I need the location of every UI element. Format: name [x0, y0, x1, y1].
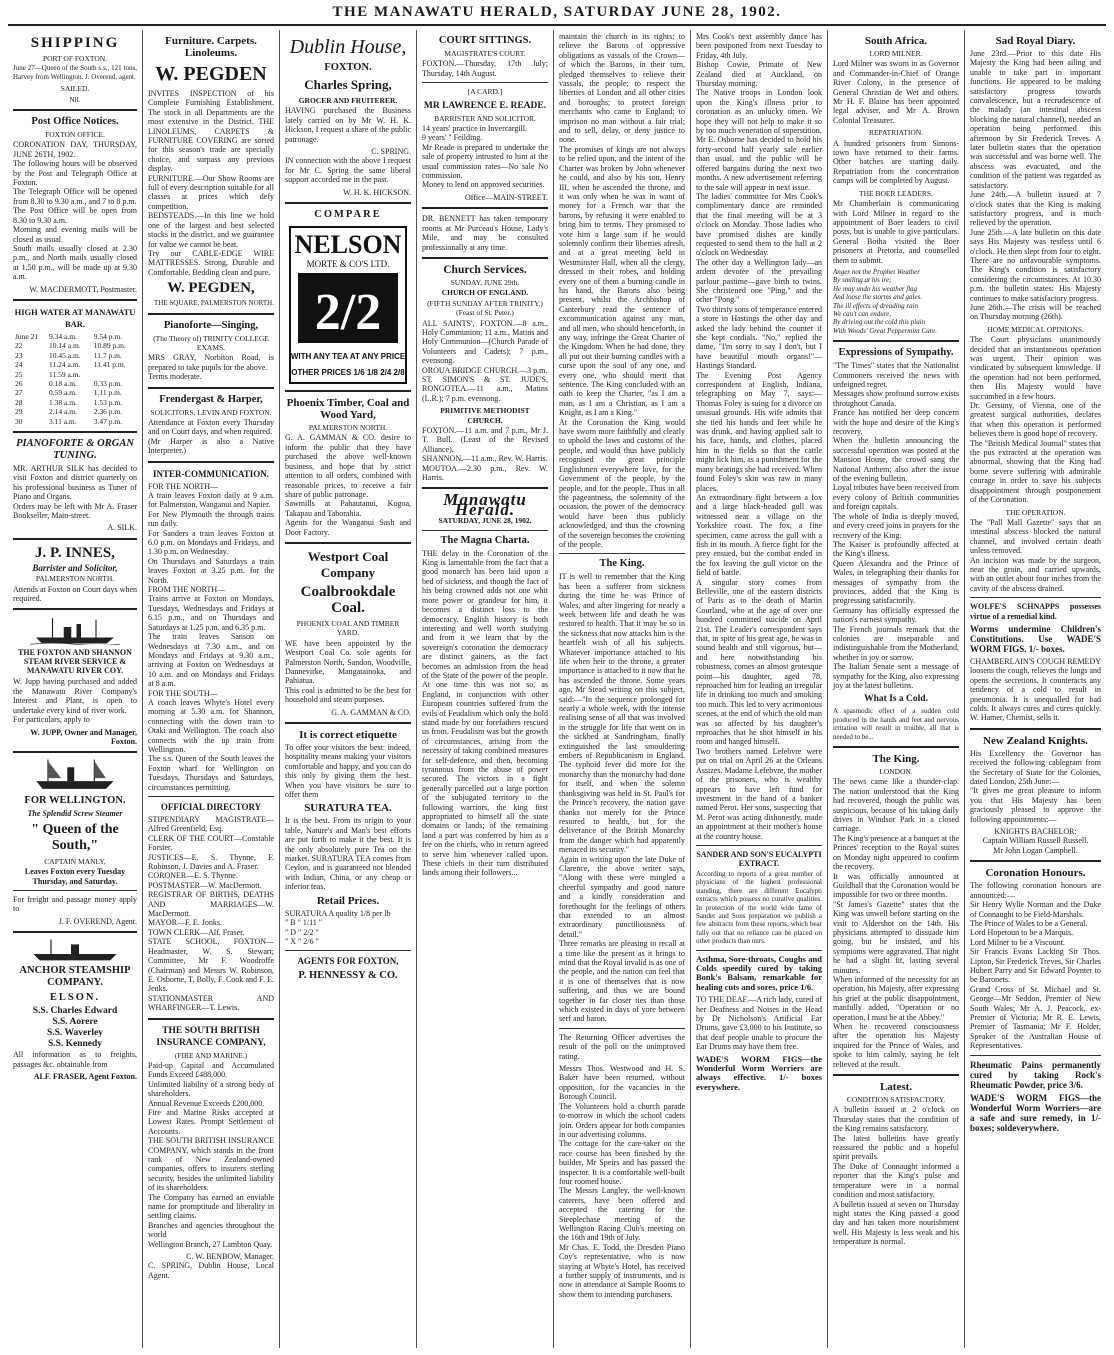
- king-editorial-heading: The King.: [599, 558, 645, 570]
- river-service-heading: THE FOXTON AND SHANNON STEAM RIVER SERVICE & MANAWATU RIVER COY.: [18, 648, 132, 676]
- sander-heading: SANDER AND SON'S EUCALYPTI EXTRACT.: [696, 849, 822, 868]
- wade-ad: WADE'S WORM FIGS—the Wonderful Worm Worriers are always effective. 1/- boxes everywhere.: [696, 1053, 822, 1092]
- court-heading: COURT SITTINGS.: [438, 35, 532, 46]
- steamer-name: " Queen of the South,": [31, 821, 119, 853]
- tide-cell: 3.11 a.m.: [49, 416, 77, 426]
- column-4: [417, 30, 554, 1348]
- divider: [833, 340, 959, 342]
- tide-row: [13, 417, 137, 426]
- church-heading: Church Services.: [443, 263, 527, 276]
- retail-heading: Retail Prices.: [316, 894, 380, 907]
- inter-comm-body: FOR THE NORTH— A train leaves Foxton daily at 9 a.m. for Palmerston, Wanganui and Napier. For New Plymouth the through trains run daily. For Sanders a train leaves Foxton at 6.0 p.m. on Mondays and Fridays, and 1.30 p.m. on Wednesday. On Thursdays and Saturdays a train leaves Foxton at 3.25 p.m. for the North. FROM THE NORTH— Trains arrive at Foxton on Mondays, Tuesdays, Wednesdays and Fridays at 6.15 p.m., and on Thursdays and Saturdays at 1.25 p.m. and 6.35 p.m. The train leaves Sanson on Wednesdays at 7.30 a.m., and on Mondays and Fridays at 9.30 a.m., arriving at Foxton on Wednesdays at 10 a.m. and on Mondays and Fridays at 8 a.m. FOR THE SOUTH— A coach leaves Whyte's Hotel every morning at 5.30 a.m. for Shannon, connecting with the down train to Otaki and Wellington. The coach also connects with the up train from Wellington. The s.s. Queen of the South leaves the Foxton wharf for Wellington on Tuesdays, Thursdays and Saturdays, circumstances permitting.: [148, 481, 274, 792]
- divider: [970, 728, 1101, 730]
- nelson-prices: OTHER PRICES 1/6 1/8 2/4 2/8: [291, 368, 405, 378]
- tide-row: [13, 360, 137, 369]
- dublin-house-sign: C. SPRING.: [371, 147, 411, 157]
- tide-cell: 10.89 p.m.: [93, 341, 126, 351]
- suratura-heading: SURATURA TEA.: [304, 802, 392, 815]
- returning-officer-note: The Returning Officer advertises the result of the poll on the unimproved rating.: [559, 1032, 685, 1061]
- westport-heading: Westport Coal Company: [307, 548, 389, 580]
- nz-knights-body: His Excellency the Governor has received the following cablegram from the Secretary of State for the Colonies, dated London, 25th June:— "It gives me great pleasure to inform you that His Majesty has been graciously pleased to approve the following appointments:—: [970, 748, 1101, 824]
- piano-tuning-heading: PIANOFORTE & ORGAN TUNING.: [16, 438, 134, 461]
- tide-cell: [92, 370, 137, 379]
- divider: [559, 553, 685, 554]
- royal-diary-heading: Sad Royal Diary.: [995, 35, 1076, 47]
- ship-name: S.S. Kennedy: [47, 1039, 103, 1050]
- latest-heading: Latest.: [879, 1081, 913, 1094]
- official-directory-body: STIPENDIARY MAGISTRATE—Alfred Greenfield, Esq. CLERK OF THE COURT—Constable Forster. JUSTICES—E. S. Thynne, F. Robinson, J. Davies and A. Fraser. CORONER—E. S. Thynne. POSTMASTER—W. MacDermott. REGISTRAR OF BIRTHS, DEATHS AND MARRIAGES—W. MacDermott. MAYOR—F. E. Jonks. TOWN CLERK—Alf. Fraser. STATE SCHOOL, FOXTON—Headmaster, W. S. Stewart; Committee, Mr F. Woodroffe (Chairman) and Messrs W. Robinson, E. Osborne, T. Bolly, F. Cook and F. E. Jenks. STATIONMASTER AND WHARFINGER—T. Lewis.: [148, 815, 274, 1013]
- hickson-body: IN connection with the above I request for Mr C. Spring the same liberal support accorded me in the past.: [285, 156, 411, 185]
- post-office-sign: W. MACDERMOTT, Postmaster.: [29, 284, 137, 294]
- magna-charta-heading: The Magna Charta.: [440, 534, 530, 546]
- tide-cell: June 21: [15, 331, 39, 341]
- methodist-heading: PRIMITIVE METHODIST CHURCH.: [440, 406, 530, 425]
- reade-office: Office—MAIN-STREET.: [464, 192, 548, 202]
- reade-body: 14 years' practice in Invercargill. 9 years' " Feilding. Mr Reade is prepared to undertake the sale of property intrusted to him at the usual commission rates—No sale No commission. Money to lend on approved securities.: [422, 124, 548, 190]
- anchor-sign: ALF. FRASER, Agent Foxton.: [33, 1071, 137, 1081]
- divider: [148, 461, 274, 463]
- divider: [559, 1028, 685, 1029]
- divider: [285, 542, 411, 544]
- repatriation-heading: REPATRIATION.: [868, 128, 924, 138]
- tide-cell: 11.41 p.m.: [93, 360, 126, 370]
- wade-worm-ad: WADE'S WORM FIGS—the Wonderful Worm Worriers—are a safe and sure remedy, in 1/- boxes; soldeverywhere.: [970, 1092, 1101, 1133]
- nelson-line: WITH ANY TEA AT ANY PRICE: [290, 352, 406, 362]
- pegden-name: W. PEGDEN: [155, 63, 267, 85]
- shipping-text: June 27—Queen of the South s.s., 121 tons, Harvey from Wellington. J. Overend, agent.: [13, 64, 137, 81]
- innes-sub: Barrister and Solicitor,: [32, 562, 118, 573]
- divider: [422, 257, 548, 259]
- tide-cell: 2.36 p.m.: [93, 407, 123, 417]
- hickson-sign: W. H. K. HICKSON.: [343, 187, 411, 197]
- tide-cell: 11.7 p.m.: [93, 350, 122, 360]
- tide-cell: 1.53 p.m.: [93, 397, 123, 407]
- newspaper-page: [8, 30, 1106, 1348]
- court-body: FOXTON.—Thursday, 17th July; Thursday, 14th August.: [422, 59, 548, 78]
- dublin-house-body: HAVING purchased the Business lately carried on by Mr W. H. K. Hickson, I request a share of the public patronage.: [285, 106, 411, 144]
- tide-cell: 1.11 p.m.: [93, 388, 122, 398]
- freight-sign: J. F. OVEREND, Agent.: [58, 916, 137, 926]
- column-8: [965, 30, 1106, 1348]
- knights-list: KNIGHTS BACHELOR: Captain William Russell Russell. Mr John Logan Campbell.: [982, 827, 1089, 855]
- cold-heading: What Is a Cold.: [864, 694, 928, 705]
- divider: [696, 950, 822, 951]
- divider: [13, 538, 137, 540]
- repatriation-body: A hundred prisoners from Simons-town have returned to their farms. Other batches are starting daily. Repatriation from the concentration camps will be completed by August.: [833, 138, 959, 186]
- medical-body: The Court physicians unanimously decided that an instantaneous operation was urgent. Their opinion was vindicated by subsequent knowledge. If the operation had not been performed, then His Majesty would have succumbed in a few hours. Dr. Gersuny, of Vienna, one of the greatest surgical authorities, declares that when this operation is performed believes there is good hope of recovery. The "British Medical Journal" states that the pus extracted at the operation was abnormal, showing that the King had borne severe suffering with admirable courage in order to save his subjects disappointment through postponement of the Coronation.: [970, 335, 1101, 505]
- royal-diary-body: June 23rd.—Prior to this date His Majesty the King had been ailing and unable to take part in important functions. He appeared to be making satisfactory progress towards convalescence, but a recrudescence of the malady (an intestinal abscess blocking the natural channel), needed an operation being performed this afternoon by Sir Frederick Treves. A later bulletin states that the operation was successful and was borne well. The abscess was evacuated, and the condition of the patient was regarded as satisfactory. June 24th.—A bulletin issued at 7 o'clock states that the King is making satisfactory progress, and is much relieved by the operation. June 25th.—A late bulletin on this date says His Majesty was restless until 6 o'clock. He then slept from four to eight. There are no unfavourable symptoms. The King's condition is satisfactory considering the circumstances. At 10.30 p.m. the bulletin states: His Majesty continues to make satisfactory progress. June 26th.—The crisis will be reached on Thursday morning (26th).: [970, 49, 1101, 322]
- sympathy-body: "The Times" states that the Nationalist Commoners received the news with unfeigned regret. Messages show profound sorrow exists throughout Canada. France has notified her deep concern with the hope and desire of the King's recovery. When the bulletin announcing the successful operation was posted at the Mansion House, the crowd sang the National Anthem; also after the issue of the evening bulletin. Loyal tributes have been received from every colony of British communities and foreign capitals. The whole of India is deeply moved, and every creed joins in prayers for the recovery of the King. The Kaiser is profoundly affected at the King's illness. Queen Alexandra and the Prince of Wales, in telegraphing their thanks for messages of sympathy from the provinces, added that the King is progressing satisfactorily. Germany has officially expressed the nation's earnest sympathy. The French journals remark that the colonies are inseparable and indistinguishable from the Motherland, whether in joy or sorrow. The Italian Senate sent a message of sympathy for the King, also expressing joy at the latest bulletins.: [833, 361, 959, 690]
- tide-row: [13, 332, 137, 341]
- retail-row: " B " 1/11 ": [285, 918, 323, 928]
- tide-cell: 23: [15, 350, 23, 360]
- church-date: SUNDAY, JUNE 29th.: [450, 277, 520, 287]
- anchor-heading: ANCHOR STEAMSHIP COMPANY.: [19, 965, 131, 989]
- pegden-address: THE SQUARE, PALMERSTON NORTH.: [154, 299, 274, 308]
- tide-cell: 2.14 a.m.: [49, 407, 77, 417]
- post-office-body: CORONATION DAY, THURSDAY, JUNE 26TH, 1902. The following hours will be observed by the Post and Telegraph Office at Foxton. The Telegraph Office will be opened from 8.30 to 9.30 a.m., and 7 to 8 p.m. The Post Office will be open from 8.30 to 9.30 a.m. Morning and evening mails will be closed as usual. South mails usually closed at 2.30 p.m., and North mails usually closed at 1.50 p.m., will be made up at 9.30 a.m.: [13, 140, 137, 282]
- divider: [285, 950, 411, 951]
- official-directory-heading: OFFICIAL DIRECTORY: [160, 802, 262, 812]
- milner-body: Lord Milner was sworn in as Governor and Commander-in-Chief of Orange River Colony, in the presence of General Christian de Wet and others. Mr H. F. Blaine has been appointed legal adviser, and Mr A. Brown Colonial Treasurer.: [833, 59, 959, 125]
- tide-cell: 0.59 a.m.: [49, 388, 77, 398]
- solicitors-heading: Frendergast & Harper,: [159, 393, 263, 405]
- phoenix-body: G. A. GAMMAN & CO. desire to inform the public that they have purchased the above well-known business, and hope that by strict attention to all orders, combined with reasonable prices, to receive a fair share of public patronage. Sawmills at Pahautanui, Kogoa, Takapau and Taborahia. Agents for the Wanganui Sash and Door Factory.: [285, 433, 411, 537]
- bennett-body: DR. BENNETT has taken temporary rooms at Mr Purceau's House, Lady's Mile, and may be consulted professionally at any time.: [422, 214, 548, 252]
- column-7: [828, 30, 965, 1348]
- herald-nameplate: Manawatu Herald.: [443, 490, 527, 519]
- boer-leaders-heading: THE BOER LEADERS.: [859, 188, 933, 198]
- nz-knights-heading: New Zealand Knights.: [983, 734, 1088, 747]
- piano-tuning-sign: A. SILK.: [107, 523, 137, 533]
- insurance-agent: C. SPRING, Dublin House, Local Agent.: [148, 1261, 274, 1280]
- cold-body: A spasmodic effect of a sudden cold produced in the hands and feet and nervous irritation will result in trouble, all that is needed to be...: [833, 707, 959, 741]
- divider: [13, 608, 137, 610]
- divider: [148, 1018, 274, 1020]
- divider: [833, 746, 959, 748]
- church-feast: (FIFTH SUNDAY AFTER TRINITY.) (Feast of St. Peter.): [427, 298, 543, 318]
- tide-cell: 10.45 a.m.: [49, 350, 81, 360]
- reade-name: MR LAWRENCE E. READE.: [423, 100, 547, 111]
- divider: [285, 202, 411, 204]
- coalbrookdale-heading: Coalbrookdale Coal.: [300, 583, 396, 616]
- captain-name: CAPTAIN MANLY,: [44, 856, 106, 866]
- divider: [970, 860, 1101, 862]
- divider: [13, 751, 137, 753]
- tide-cell: 1.38 a.m.: [49, 397, 77, 407]
- divider: [13, 299, 137, 301]
- boer-leaders-body: Mr Chamberlain is communicating with Lord Milner in regard to the appointment of Boer leaders to civil posts, but is unable to give particulars. General Botha visited the Boer prisoners at Pretoria, and counselled them to submit.: [833, 199, 959, 265]
- local-news: Messrs Thos. Westwood and H. S. Baker have been returned, without opposition, for the vacancies in the Borough Council. The Volunteers hold a church parade to-morrow in which the school cadets join. Orders appear for both companies in our advertising columns. The cottage for the care-taker on the race course has been finished by the builder, Mr Speirs and has passed the inspector. It is a comfortable well-built four roomed house. The Messrs Langley, the well-known caterers, have been offered and accepted the catering for the Steeplechase meeting of the Wellington Racing Club's meeting on the 16th and 19th of July. Mr Chas. E. Todd, the Dresden Piano Coy's representative, who is now staying at Whyte's Hotel, has received a further supply of instruments, and is now in attendance at Sample Rooms to show them to intending purchasers.: [559, 1064, 685, 1299]
- shipping-heading: SHIPPING: [30, 35, 120, 51]
- divider: [148, 313, 274, 315]
- ship-list: [13, 1006, 137, 1050]
- tide-cell: 26: [15, 378, 23, 388]
- divider: [833, 1074, 959, 1076]
- river-service-body: W. Jupp having purchased and added the Manawatu River Company's Interest and Plant, is open to undertake every kind of river work. For particulars, apply to: [13, 677, 137, 725]
- piano-tuning-body: MR. ARTHUR SILK has decided to visit Foxton and district quarterly on his professional business as Tuner of Piano and Organs. Orders may be left with Mr A. Fraser Bookseller, Main-street.: [13, 464, 137, 521]
- worms-ad: Worms undermine Children's Constitutions. Use WADE'S WORM FIGS. 1/- boxes.: [970, 623, 1101, 654]
- retail-row: SURATURA A quality 1/8 per lb: [285, 908, 391, 918]
- phoenix-heading: Phoenix Timber, Coal and Wood Yard,: [286, 397, 410, 422]
- retail-row: " X " 2/6 ": [285, 936, 319, 946]
- retail-list: [285, 909, 411, 947]
- agents-name: P. HENNESSY & CO.: [298, 970, 398, 982]
- divider: [970, 597, 1101, 598]
- elson-label: ELSON.: [49, 992, 101, 1004]
- divider: [285, 390, 411, 392]
- tide-cell: 30: [15, 416, 23, 426]
- ship-name: S.S. Waverley: [46, 1028, 104, 1039]
- innes-heading: J. P. INNES,: [35, 544, 115, 561]
- retail-row: " D " 2/2 ": [285, 927, 319, 937]
- sailed-label: SAILED.: [60, 84, 90, 94]
- grocer-label: GROCER AND FRUITERER.: [298, 96, 398, 105]
- sander-body: According to reports of a great number of physicians of the highest professional standing, there are different Eucalypti extracts which possess no curative qualities. In protection of the world wide fame of Sander and Sons preparation we publish a few abstracts from these reports, which bear fully out that no reliance can be placed on other products than ours.: [696, 869, 822, 946]
- divider: [422, 487, 548, 489]
- tide-row: [13, 379, 137, 388]
- magna-charta-body: THE delay in the Coronation of the King is lamentable from the fact that a good monarch has been laid upon a bed of sickness, and though the fact of his being crowned adds not one whit more power or grandeur for him, it becomes a distinct loss to the democracy. English history is both interesting and well worth studying and from it we learn that by the sovereign's coronation the democracy are distinct gainers, as the fact becomes an admission from the head of the State of the power of the people. At one time this was not so, as England, in conjunction with other European countries suffered from the evils of Feudalism which only the bold stand made by our forefathers rescued us from. Feudalism was but the growth of circumstances, arising from the necessity of taking combined measures for self-defence, and then, becoming tyrannous from the abuse of power secured. The victors in a fight generally parcelled out a large portion of the subjugated territory to the following warriors, the king first appropriated to himself all the state domains or lands; of the remaining land a part was conferred by him as a fee on the chiefs, who in return agreed to serve him whenever called upon. These chiefs in their turn distributed lands among their followers...: [422, 548, 548, 878]
- steamer-icon: [13, 758, 137, 792]
- operation-body: The "Pall Mall Gazette" says that an intestinal abscess blocked the natural channel, and involved certain death unless removed. An incision was made by the surgeon, near the groin, and carried upwards, with an outlet about four inches from the cavity of the abscess drained.: [970, 517, 1101, 593]
- divider: [422, 530, 548, 531]
- tide-cell: 11.59 a.m.: [49, 369, 81, 379]
- sailed-nil: Nil.: [69, 94, 81, 104]
- pegden-name-2: W. PEGDEN,: [167, 280, 255, 297]
- local-news-2: Mrs Cook's next assembly dance has been postponed from next Tuesday to Friday, 4th July. Bishop Cowie, Primate of New Zealand died at Auckland, on Thursday morning. The Native troops in London look upon the King's illness prior to coronation as an unlucky omen. We hope they will not help to make it so by too much veneration of superstition. Mr E. Osborne has decided to hold his forty-second half yearly sale earlier than usual, and the public will be offered bargains during the next two months. A new advertisement referring to the sale will appear in next issue. The ladies' committee for Mrs Cook's complimentary dance are reminded that the final meeting will be at 3 o'clock on Monday. Those ladies who have promised dishes are kindly requested to send them to the hall at 2 o'clock on Wednesday. The other day a Wellington lady—an ardent devotee of the prevailing parlour pastime—gave birth to twins. She christened one "Ping," and the other "Pong." Two thirsty sons of temperance entered a store in Hastings the other day and asked the lady behind the counter if she kept cordials. "No," replied the dame, "I'm sorry to say I don't, but I have beautiful mouth organs!"—Hastings Standard. The Evening Post Agency correspondent at English, Indiana, telegraphing on May 7, says:—Thomas Foley is suing for a divorce on unusual grounds. His wife admits that she tied his hands and feet while he was drunk, and having applied salt to his face, hands, and clothes, placed him in the fields so that the cattle might lick him, as a punishment for the many beatings she had received. When found Foley's skin was raw in many places. An extraordinary fight between a fox and a large black-headed gull was witnessed near a village on the Yorkshire coast. The fox, a fine specimen, came across the gull with a fish in its mouth. A fierce fight for the prey ensued, but the combat ended in the fox leaving the gull victor on the field of battle. A singular story comes from Belleville, one of the eastern districts of Paris as to the death of Martin Courland, who at the age of over one hundred committed suicide on April 21st. The Leader's correspondent says that, in spite of his great age, he was in sound health and still vigorous, but—and here notwithstanding his robustness, comes an almost grotesque point—his daughter, aged 78, reproached him for leading an irregular life in drinking too much and smoking too much. This led to very acrimonious scenes, at the end of which the old man was so affected by his daughter's reproaches that he shot himself in his room and hanged himself. Two brothers named Lefebvre were put on trial on April 26 at the Orleans Assizes. Madame Lefebvre, the mother of the prisoners, who is wealthy appears to have left fund for investment in the hand of a banker named Perot. Her sons, suspecting that M. Perot was acting dishonestly, made an appointment at their mother's house at the country house.: [696, 32, 822, 841]
- etiquette-heading: It is correct etiquette: [299, 729, 397, 741]
- anchor-ship-icon: [13, 938, 137, 962]
- piano-singing-sub: (The Theory of) TRINITY COLLEGE EXAMS.: [153, 333, 269, 352]
- divider: [13, 431, 137, 433]
- coal-yard-label: PHOENIX COAL AND TIMBER YARD.: [296, 618, 400, 638]
- church-sub: CHURCH OF ENGLAND.: [441, 288, 529, 298]
- court-sub: MAGISTRATE'S COURT.: [444, 49, 526, 58]
- condition-heading: CONDITION SATISFACTORY.: [846, 1095, 946, 1105]
- anchor-body: All information as to freights, passages &c. obtainable from: [13, 1050, 137, 1069]
- tide-row: [13, 351, 137, 360]
- tide-cell: 29: [15, 407, 23, 417]
- furniture-body: INVITES INSPECTION of his Complete Furnishing Establishment. The stock in all Departments are the most extensive in the District. THE LINOLEUMS, CARPETS & FURNITURE COVERING are sorted for this season's trade are specially choice, and surpass any previous display. FURNITURE.—Our Show Rooms are full of every description suitable for all classes at prices which defy competition. BEDSTEADS.—In this line we hold one of the largest and best selected stocks in the district, and we guarantee for value we cannot be beat. Try our CABLE-EDGE WIRE MATTRESSES. Strong, Durable and Comfortable. Bedding clean and pure.: [148, 89, 274, 277]
- tide-row: [13, 388, 137, 397]
- divider: [422, 207, 548, 209]
- innes-place: PALMERSTON NORTH.: [35, 574, 115, 584]
- divider: [285, 722, 411, 724]
- tide-cell: 10.14 a.m.: [49, 341, 81, 351]
- honours-body: The following coronation honours are announced:— Sir Henry Wylie Norman and the Duke of Connaught to be Field-Marshals. The Prince of Wales to be a General. Lord Hopetoun to be a Marquis. Lord Milner to be a Viscount. Sir Francis Evans Lacking Sir Thos. Lipton, Sir Frederick Treves, Sir Charles Hubert Parry and Sir Edward Poynter to be Baronets. Grand Cross of St. Michael and St. George—Mr Seddon, Premier of New South Wales; Mr A. J. Peacock, ex-Premier of Victoria; Mr R. E. Lewis, Premier of Tasmania; Mr F. Holder, Speaker of the Australian House of Representatives.: [970, 881, 1101, 1051]
- furniture-heading: Furniture. Carpets. Linoleums.: [165, 35, 257, 59]
- tide-table: [13, 332, 137, 426]
- london-label: LONDON.: [879, 767, 913, 777]
- tide-cell: 28: [15, 397, 23, 407]
- post-office-sub: FOXTON OFFICE.: [45, 130, 105, 140]
- river-service-sign: W. JUPP, Owner and Manager, Foxton.: [30, 727, 137, 746]
- schnapps-ad: WOLFE'S SCHNAPPS possesses virtue of a remedial kind.: [970, 602, 1101, 621]
- tide-cell: 9.54 p.m.: [93, 331, 123, 341]
- tide-cell: 9.34 a.m.: [49, 331, 77, 341]
- column-5: [554, 30, 691, 1348]
- dublin-house-heading: Dublin House,: [289, 36, 407, 58]
- insurance-manager: C. W. BENBOW, Manager.: [186, 1252, 274, 1262]
- nelson-price: 2/2: [314, 284, 382, 342]
- post-office-heading: Post Office Notices.: [31, 116, 119, 128]
- divider: [148, 387, 274, 389]
- king-news-body: The news came like a thunder-clap. The nation understood that the King had recovered, though the public was suspicious, because of his taking daily drives in Windsor Park in a closed carriage. The King's presence at a banquet at the Princes' reception to the Royal suites on Monday night appeared to confirm the recovery. It was officially announced at Guildhall that the Coronation would be impossible for two or three months. "St James's Gazette" states that the King was unwell before starting on the visit to Aldershot on the 14th. His physicians attempted to dissuade him going, but he insisted, and his symptoms were aggravated. That night he had a slight fit, lasting several minutes. When informed of the necessity for an operation, his Majesty, after expressing his grief at the public disappointment, manfully added, "Operation or no operation, I must be at the Abbey." When he recovered consciousness after the operation his Majesty inquired for the Prince of Wales, and spoke to him calmly, saying he felt relieved at the result.: [833, 777, 959, 1069]
- compare-label: COMPARE: [314, 209, 382, 221]
- rheumatic-ad: Rheumatic Pains permanently cured by taking Rock's Rheumatic Powder, price 3/6.: [970, 1059, 1101, 1090]
- freight-text: For freight and passage money apply to: [13, 894, 137, 914]
- nelson-maker: MORTE & CO'S LTD.: [306, 259, 390, 270]
- tide-cell: 11.24 a.m.: [49, 360, 81, 370]
- westport-body: WE have been appointed by the Westport Coal Co. sole agents for Palmerston North, Sandon, Woodville, Dannevirke, Mangatainoka, and Pahiatua. This coal is admitted to be the best for household and steam purposes.: [285, 638, 411, 705]
- ship-name: S.S. Aorere: [52, 1017, 98, 1028]
- piano-singing-body: MRS GRAY, Norbiton Road, is prepared to take pupils for the above. Terms moderate.: [148, 353, 274, 382]
- tide-heading: HIGH WATER AT MANAWATU BAR.: [14, 306, 136, 329]
- condition-body: A bulletin issued at 2 o'clock on Thursday states that the condition of the King remains satisfactory. The latest bulletins have greatly reassured the public and a hopeful spirit prevails. The Duke of Connaught informed a reporter that the King's pulse and temperature were in a normal condition and most satisfactory. A bulletin issued at seven on Thursday night states the King passed a good day and has taken more nourishment well. His Majesty is less weak and his temperature is normal.: [833, 1105, 959, 1247]
- asthma-ad: Asthma, Sore-throats, Coughs and Colds speedily cured by taking Bonk's Balsam, remarkable for healing cuts and sores, price 1/6.: [696, 953, 822, 992]
- operation-heading: THE OPERATION.: [1005, 507, 1066, 517]
- cough-remedy-ad: CHAMBERLAIN'S COUGH REMEDY loosens the cough, relieves the lungs and opens the secretions. It counteracts any tendency of a cold to result in pneumonia. It is unequalled for bad colds. It always cures and cures quickly. W. Hamer, Chemist, sells it.: [970, 656, 1101, 723]
- card-label: [A CARD.]: [467, 87, 503, 97]
- column-1: [8, 30, 143, 1348]
- phoenix-place: PALMERSTON NORTH.: [308, 423, 388, 433]
- tide-cell: 3.47 p.m.: [93, 416, 123, 426]
- tide-cell: 0.18 a.m.: [49, 378, 77, 388]
- divider: [13, 890, 137, 891]
- nelson-tea-ad: [288, 225, 408, 385]
- piano-singing-heading: Pianoforte—Singing,: [163, 319, 259, 331]
- divider: [696, 845, 822, 846]
- medical-heading: HOME MEDICAL OPINIONS.: [987, 324, 1084, 334]
- agents-heading: AGENTS FOR FOXTON,: [297, 956, 399, 967]
- tide-row: [13, 341, 137, 350]
- tide-row: [13, 398, 137, 407]
- spring-name: Charles Spring,: [304, 77, 392, 92]
- etiquette-body: To offer your visitors the best: indeed, hospitality means making your visitors comfortable and happy, and you can do this only by giving them the best. When you have visitors be sure to offer them: [285, 743, 411, 800]
- steamship-icon: [13, 615, 137, 645]
- column-6: [691, 30, 828, 1348]
- innes-body: Attends at Foxton on Court days when required.: [13, 584, 137, 604]
- divider: [422, 82, 548, 83]
- magna-charta-continued: maintain the church in its rights; to relieve the Barons of oppressive obligations as vassals of the Crown—of which the Barons, in their turn, pledged themselves to relieve their vassals, the people; to respect the liberties of London and all other cities and boroughs; to protect foreign merchants who came to England; to imprison no man without a fair trial; and to sell, delay, or deny justice to none. The promises of kings are not always to be relied upon, and the intent of the Charter was broken by John whenever he could, and also by his son, Henry III, when he ascended the throne, and it was only when he was in want of money for a French war that the barons, by refusing it were enabled to bring him to terms. They promised to vote him a large sum if he would solemnly confirm their liberties afresh, and at a great meeting held in Westminster Hall, when all the clergy, dressed in their robes, and holding every one of them a burning candle in his hand, the Barons also being present, whilst the Archbishop of Canterbury read the sentence of excommunication against any man, and all men, who should henceforth, in any way, infringe the Great Charter of the Kingdom. When he had done, they all put out their burning candles with a curse upon the soul of any one, and every one, who should merit that sentence. The King concluded with an oath to keep the Charter, "as I am a man, as I am a Christian, as I am a Knight, as I am a King." At the Coronation the King would have sworn more faithfully and clearly to uphold the laws and customs of the people, and would thus have publicly recognised the great principle Englishmen everywhere love, for the Government of the people, by the people, and for the people. Thus in all the pageantness, the solemnity of the occasion, the power of the democracy would have been thus publicly acknowledged, and thus the crowning of the sovereign becomes the crowning of the people.: [559, 32, 685, 549]
- wellington-heading: FOR WELLINGTON.: [24, 795, 126, 807]
- tide-row: [13, 407, 137, 416]
- insurance-body: Paid-up Capital and Accumulated Funds Exceed £488,000. Unlimited liability of a strong body of shareholders. Annual Revenue Exceeds £200,000. Fire and Marine Risks accepted at Lowest Rates. Prompt Settlement of Accounts. THE SOUTH BRITISH INSURANCE COMPANY, which stands in the front rank of New Zealand-owned companies, offers to insurers sterling security, besides the unlimited liability of its shareholders. The Company has earned an enviable name for promptitude and liberality in settling claims. Branches and agencies throughout the world Wellington Branch, 27 Lambton Quay.: [148, 1060, 274, 1249]
- suratura-body: It is the best. From its origin to your table, Nature's and Man's best efforts are put forth to make it the best. It is the only absolutely pure Tea on the market. SURATURA TEA comes from Ceylon, and is guaranteed not blended with Indian, China, or any cheap or inferior teas.: [285, 816, 411, 892]
- divider: [13, 109, 137, 111]
- methodist-body: FOXTON.—11 a.m. and 7 p.m., Mr J. T. Bull. (Least of the Revised Alliance). SHANNON.—11 a.m., Rev. W. Harris. MOUTOA.—2.30 p.m., Rev. W. Harris.: [422, 426, 548, 483]
- nelson-brand: NELSON: [294, 230, 402, 260]
- south-africa-heading: South Africa.: [864, 35, 928, 47]
- church-body: ALL SAINTS', FOXTON.—8 a.m., Holy Communion; 11 a.m., Matins and Holy Communion—(Church Parade of Volunteers and Cadets); 7 p.m., evensong. OROUA BRIDGE CHURCH.—3 p.m. ST. SIMON'S & ST. JUDE'S, RONGOTEA.—11 a.m., Matins (L.R.); 7 p.m. evensong.: [422, 318, 548, 403]
- tide-cell: 24: [15, 360, 23, 370]
- inter-comm-heading: INTER-COMMUNICATION.: [152, 468, 270, 479]
- steamer-sub: The Splendid Screw Steamer: [27, 809, 123, 819]
- king-news-heading: The King.: [872, 753, 920, 766]
- masthead: THE MANAWATU HERALD, SATURDAY JUNE 28, 1902.: [8, 4, 1106, 26]
- dublin-house-place: FOXTON.: [324, 62, 372, 73]
- column-3: [280, 30, 417, 1348]
- solicitors-sub: SOLICITORS, LEVIN AND FOXTON.: [150, 407, 272, 417]
- divider: [148, 796, 274, 797]
- herald-date: SATURDAY, JUNE 28, 1902.: [438, 516, 532, 526]
- tide-cell: 0.33 p.m.: [93, 378, 123, 388]
- divider: [13, 931, 137, 933]
- tide-cell: 25: [15, 369, 23, 379]
- deaf-ad: TO THE DEAF.—A rich lady, cured of her Deafness and Noises in the Head by Dr Nicholson's Artificial Ear Drums, gave £3,000 to his Institute, so that deaf people unable to procure the Ear Drums may have them free.: [696, 995, 822, 1052]
- insurance-sub: (FIRE AND MARINE.): [174, 1050, 248, 1060]
- milner-heading: LORD MILNER.: [869, 49, 923, 58]
- tide-cell: 27: [15, 388, 23, 398]
- divider: [970, 1055, 1101, 1056]
- steamer-schedule: Leaves Foxton every Tuesday Thursday, and Saturday.: [24, 867, 126, 886]
- ship-name: S.S. Charles Edward: [32, 1006, 118, 1017]
- reade-sub: BARRISTER AND SOLICITOR.: [434, 113, 536, 123]
- tide-row: [13, 370, 137, 379]
- king-editorial-body: IT is well to remember that the King has been a sufferer from sickness during the time he was Prince of Wales, and after lingering for nearly a week between life and death he was restored to health. That it may be so in the sickness that now attacks him is the heartfelt wish of all his subjects. Whatever importance attached to his life when heir to the throne, a greater importance is attached to it now that he has ascended the throne. Some years ago, Mr Stead writing on this subject, said:—"In the sequence prolonged for nearly a whole week, with the intense realising sense of all that was involved in the struggle for life that went on in the sickbed at Sandringham, finally extinguished the last smouldering embers of Republicanism in England. The typhoid fever did more for the monarchy than the monarchy had done for itself, and when the solemn thanksgiving was held in St. Paul's for the Prince's recovery, the nation gave thanks not merely for the Prince restored to health, but for the deliverance of the British Monarchy from the danger which had apparently menaced its security." Again in writing upon the late Duke of Clarence, the above writer says, "Along with these were mingled a cheerful sympathy and good nature and a kindly consideration and forethought for the feelings of others that extended to an almost extraordinary punctiliousness of detail." Three remarks are pleasing to recall at a time like the present as it brings to mind that the Royal invalid is as one of the people, and the nation can feel that it is one of themselves that is now suffering, and thus we are bound together in far closer ties than those which existed in days of yore between serf and baron.: [559, 572, 685, 1024]
- sympathy-heading: Expressions of Sympathy.: [838, 347, 954, 359]
- column-2: [143, 30, 280, 1348]
- honours-heading: Coronation Honours.: [985, 867, 1086, 880]
- solicitors-body: Attendance at Foxton every Thursday and on Court days, and when required. (Mr Harper is also a Native Interpreter.): [148, 417, 274, 456]
- peppermint-poem: Anger not the Prophet Weather By smiling at his ire; He may undo his weather flag And loose the storms and gales. The ill effects of dreading rain We can't can endure, By driving out the cold this plain With Woods' Great Peppermint Cure.: [833, 267, 937, 335]
- tide-cell: 22: [15, 341, 23, 351]
- port-heading: PORT OF FOXTON.: [42, 54, 108, 63]
- insurance-heading: THE SOUTH BRITISH INSURANCE COMPANY,: [156, 1025, 266, 1048]
- westport-sign: G. A. GAMMAN & CO.: [331, 707, 411, 717]
